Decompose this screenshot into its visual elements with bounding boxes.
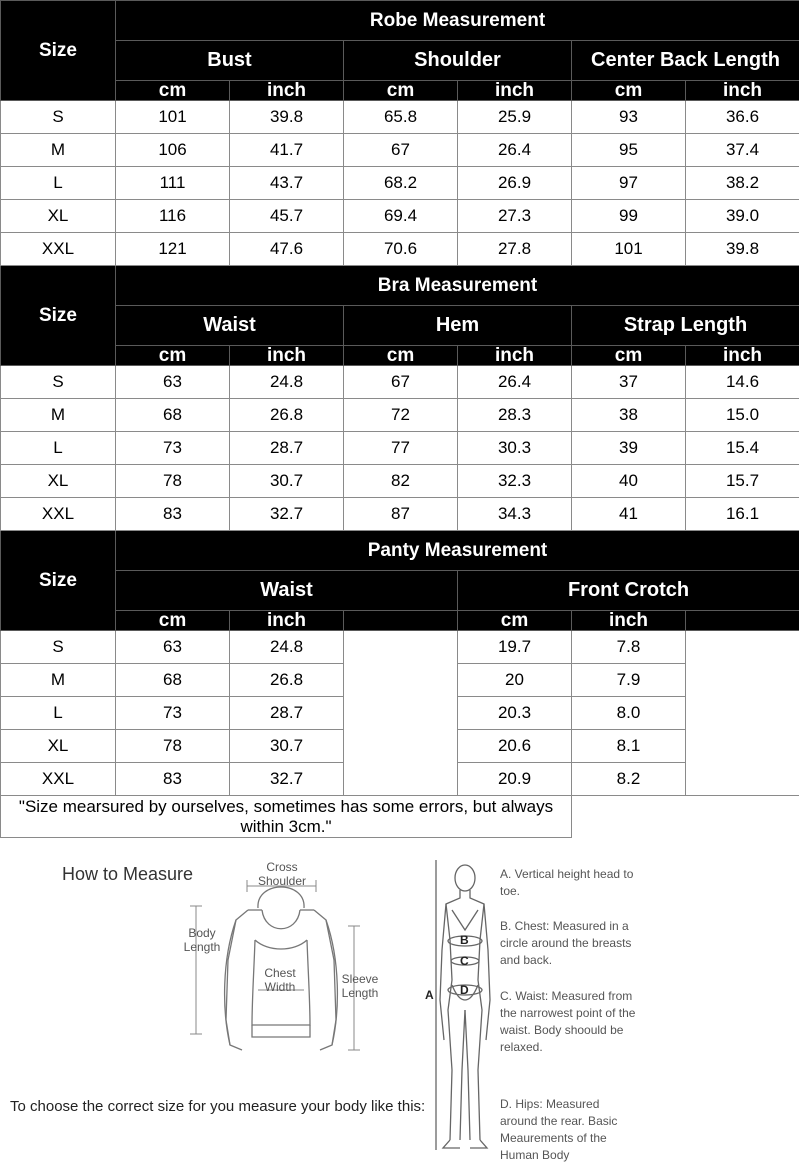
robe-center-back-length-header: Center Back Length [572, 41, 799, 81]
unit-header: cm [116, 81, 230, 101]
panty-size-header: Size [1, 531, 116, 631]
size-cell: L [1, 697, 116, 730]
value-cell: 78 [116, 730, 230, 763]
human-body-icon [436, 860, 490, 1150]
unit-header: cm [116, 346, 230, 366]
value-cell: 26.4 [458, 134, 572, 167]
size-cell: M [1, 399, 116, 432]
value-cell: 40 [572, 465, 686, 498]
legend-item-d: D. Hips: Measured around the rear. Basic Meaurements of the Human Body [500, 1097, 618, 1162]
table-row [1, 134, 799, 167]
value-cell: 39.0 [686, 200, 799, 233]
value-cell: 32.7 [230, 763, 344, 796]
unit-spacer [686, 611, 799, 631]
value-cell: 73 [116, 697, 230, 730]
size-cell: XL [1, 200, 116, 233]
unit-header: cm [344, 81, 458, 101]
value-cell: 30.7 [230, 465, 344, 498]
size-cell: S [1, 366, 116, 399]
value-cell: 39 [572, 432, 686, 465]
value-cell: 30.3 [458, 432, 572, 465]
unit-header: cm [572, 346, 686, 366]
value-cell: 38 [572, 399, 686, 432]
value-cell: 20 [458, 664, 572, 697]
unit-header: inch [230, 81, 344, 101]
value-cell: 15.0 [686, 399, 799, 432]
blank-cell [344, 631, 458, 796]
value-cell: 83 [116, 498, 230, 531]
robe-shoulder-header: Shoulder [344, 41, 572, 81]
table-row [1, 465, 799, 498]
value-cell: 73 [116, 432, 230, 465]
body-letter-c: C [460, 954, 469, 968]
robe-table-title: Robe Measurement [116, 1, 799, 41]
bra-table-title: Bra Measurement [116, 266, 799, 306]
size-cell: XXL [1, 233, 116, 266]
body-length-label: Body Length [183, 926, 221, 954]
value-cell: 30.7 [230, 730, 344, 763]
unit-header: inch [572, 611, 686, 631]
value-cell: 68.2 [344, 167, 458, 200]
value-cell: 28.3 [458, 399, 572, 432]
panty-front-crotch-header: Front Crotch [458, 571, 799, 611]
size-cell: XL [1, 730, 116, 763]
sleeve-length-label: Sleeve Length [341, 972, 379, 1000]
value-cell: 95 [572, 134, 686, 167]
value-cell: 26.4 [458, 366, 572, 399]
value-cell: 111 [116, 167, 230, 200]
value-cell: 32.7 [230, 498, 344, 531]
unit-header: inch [686, 346, 799, 366]
blank-cell [686, 631, 799, 796]
value-cell: 63 [116, 631, 230, 664]
unit-header: inch [458, 346, 572, 366]
body-letter-d: D [460, 983, 469, 997]
value-cell: 28.7 [230, 432, 344, 465]
value-cell: 39.8 [230, 101, 344, 134]
panty-waist-header: Waist [116, 571, 458, 611]
value-cell: 20.3 [458, 697, 572, 730]
value-cell: 16.1 [686, 498, 799, 531]
bra-hem-header: Hem [344, 306, 572, 346]
size-cell: L [1, 167, 116, 200]
value-cell: 15.4 [686, 432, 799, 465]
how-to-measure-title: How to Measure [62, 864, 194, 884]
legend-item-c: C. Waist: Measured from the narrowest point of the waist. Body shoould be relaxed. [500, 989, 636, 1054]
table-row [1, 167, 799, 200]
value-cell: 27.8 [458, 233, 572, 266]
body-letter-a: A [425, 988, 434, 1002]
value-cell: 36.6 [686, 101, 799, 134]
value-cell: 15.7 [686, 465, 799, 498]
value-cell: 25.9 [458, 101, 572, 134]
table-row [1, 432, 799, 465]
value-cell: 83 [116, 763, 230, 796]
value-cell: 27.3 [458, 200, 572, 233]
cross-shoulder-label: Cross Shoulder [257, 860, 307, 888]
bra-waist-header: Waist [116, 306, 344, 346]
unit-spacer [344, 611, 458, 631]
table-row [1, 200, 799, 233]
value-cell: 67 [344, 134, 458, 167]
value-cell: 47.6 [230, 233, 344, 266]
legend-item-a: A. Vertical height head to toe. [500, 867, 634, 898]
value-cell: 24.8 [230, 366, 344, 399]
value-cell: 69.4 [344, 200, 458, 233]
value-cell: 8.0 [572, 697, 686, 730]
unit-header: inch [458, 81, 572, 101]
value-cell: 68 [116, 664, 230, 697]
value-cell: 41 [572, 498, 686, 531]
value-cell: 26.8 [230, 399, 344, 432]
value-cell: 67 [344, 366, 458, 399]
value-cell: 101 [572, 233, 686, 266]
robe-bust-header: Bust [116, 41, 344, 81]
legend-item-b: B. Chest: Measured in a circle around the breasts and back. [500, 919, 632, 967]
unit-header: inch [686, 81, 799, 101]
value-cell: 7.8 [572, 631, 686, 664]
value-cell: 70.6 [344, 233, 458, 266]
value-cell: 41.7 [230, 134, 344, 167]
value-cell: 32.3 [458, 465, 572, 498]
size-cell: S [1, 631, 116, 664]
how-to-measure-section [0, 840, 799, 1175]
value-cell: 77 [344, 432, 458, 465]
value-cell: 72 [344, 399, 458, 432]
table-row [1, 101, 799, 134]
value-cell: 8.2 [572, 763, 686, 796]
value-cell: 19.7 [458, 631, 572, 664]
table-row [1, 233, 799, 266]
unit-header: cm [344, 346, 458, 366]
size-cell: XL [1, 465, 116, 498]
value-cell: 8.1 [572, 730, 686, 763]
value-cell: 20.9 [458, 763, 572, 796]
value-cell: 101 [116, 101, 230, 134]
value-cell: 20.6 [458, 730, 572, 763]
body-letter-b: B [460, 933, 469, 947]
value-cell: 99 [572, 200, 686, 233]
size-cell: S [1, 101, 116, 134]
table-row [1, 631, 799, 664]
value-cell: 37 [572, 366, 686, 399]
value-cell: 87 [344, 498, 458, 531]
value-cell: 68 [116, 399, 230, 432]
value-cell: 65.8 [344, 101, 458, 134]
value-cell: 116 [116, 200, 230, 233]
size-cell: XXL [1, 763, 116, 796]
measure-illustration [0, 840, 799, 1175]
value-cell: 34.3 [458, 498, 572, 531]
unit-header: inch [230, 346, 344, 366]
value-cell: 26.8 [230, 664, 344, 697]
value-cell: 26.9 [458, 167, 572, 200]
value-cell: 38.2 [686, 167, 799, 200]
unit-header: cm [572, 81, 686, 101]
value-cell: 63 [116, 366, 230, 399]
value-cell: 93 [572, 101, 686, 134]
value-cell: 121 [116, 233, 230, 266]
unit-header: inch [230, 611, 344, 631]
choose-size-instruction: To choose the correct size for you measure your body like this: [10, 1098, 426, 1115]
size-cell: XXL [1, 498, 116, 531]
chest-width-label: Chest Width [264, 966, 296, 994]
note-spacer [572, 796, 799, 838]
value-cell: 28.7 [230, 697, 344, 730]
value-cell: 43.7 [230, 167, 344, 200]
bra-strap-length-header: Strap Length [572, 306, 799, 346]
value-cell: 37.4 [686, 134, 799, 167]
value-cell: 78 [116, 465, 230, 498]
value-cell: 82 [344, 465, 458, 498]
value-cell: 14.6 [686, 366, 799, 399]
table-row [1, 399, 799, 432]
table-row [1, 498, 799, 531]
value-cell: 45.7 [230, 200, 344, 233]
size-cell: L [1, 432, 116, 465]
value-cell: 106 [116, 134, 230, 167]
panty-table-title: Panty Measurement [116, 531, 799, 571]
value-cell: 97 [572, 167, 686, 200]
value-cell: 39.8 [686, 233, 799, 266]
size-cell: M [1, 134, 116, 167]
unit-header: cm [116, 611, 230, 631]
robe-size-header: Size [1, 1, 116, 101]
table-row [1, 366, 799, 399]
value-cell: 7.9 [572, 664, 686, 697]
value-cell: 24.8 [230, 631, 344, 664]
measurement-note: "Size mearsured by ourselves, sometimes has some errors, but always within 3cm." [1, 796, 572, 838]
bra-size-header: Size [1, 266, 116, 366]
unit-header: cm [458, 611, 572, 631]
size-cell: M [1, 664, 116, 697]
